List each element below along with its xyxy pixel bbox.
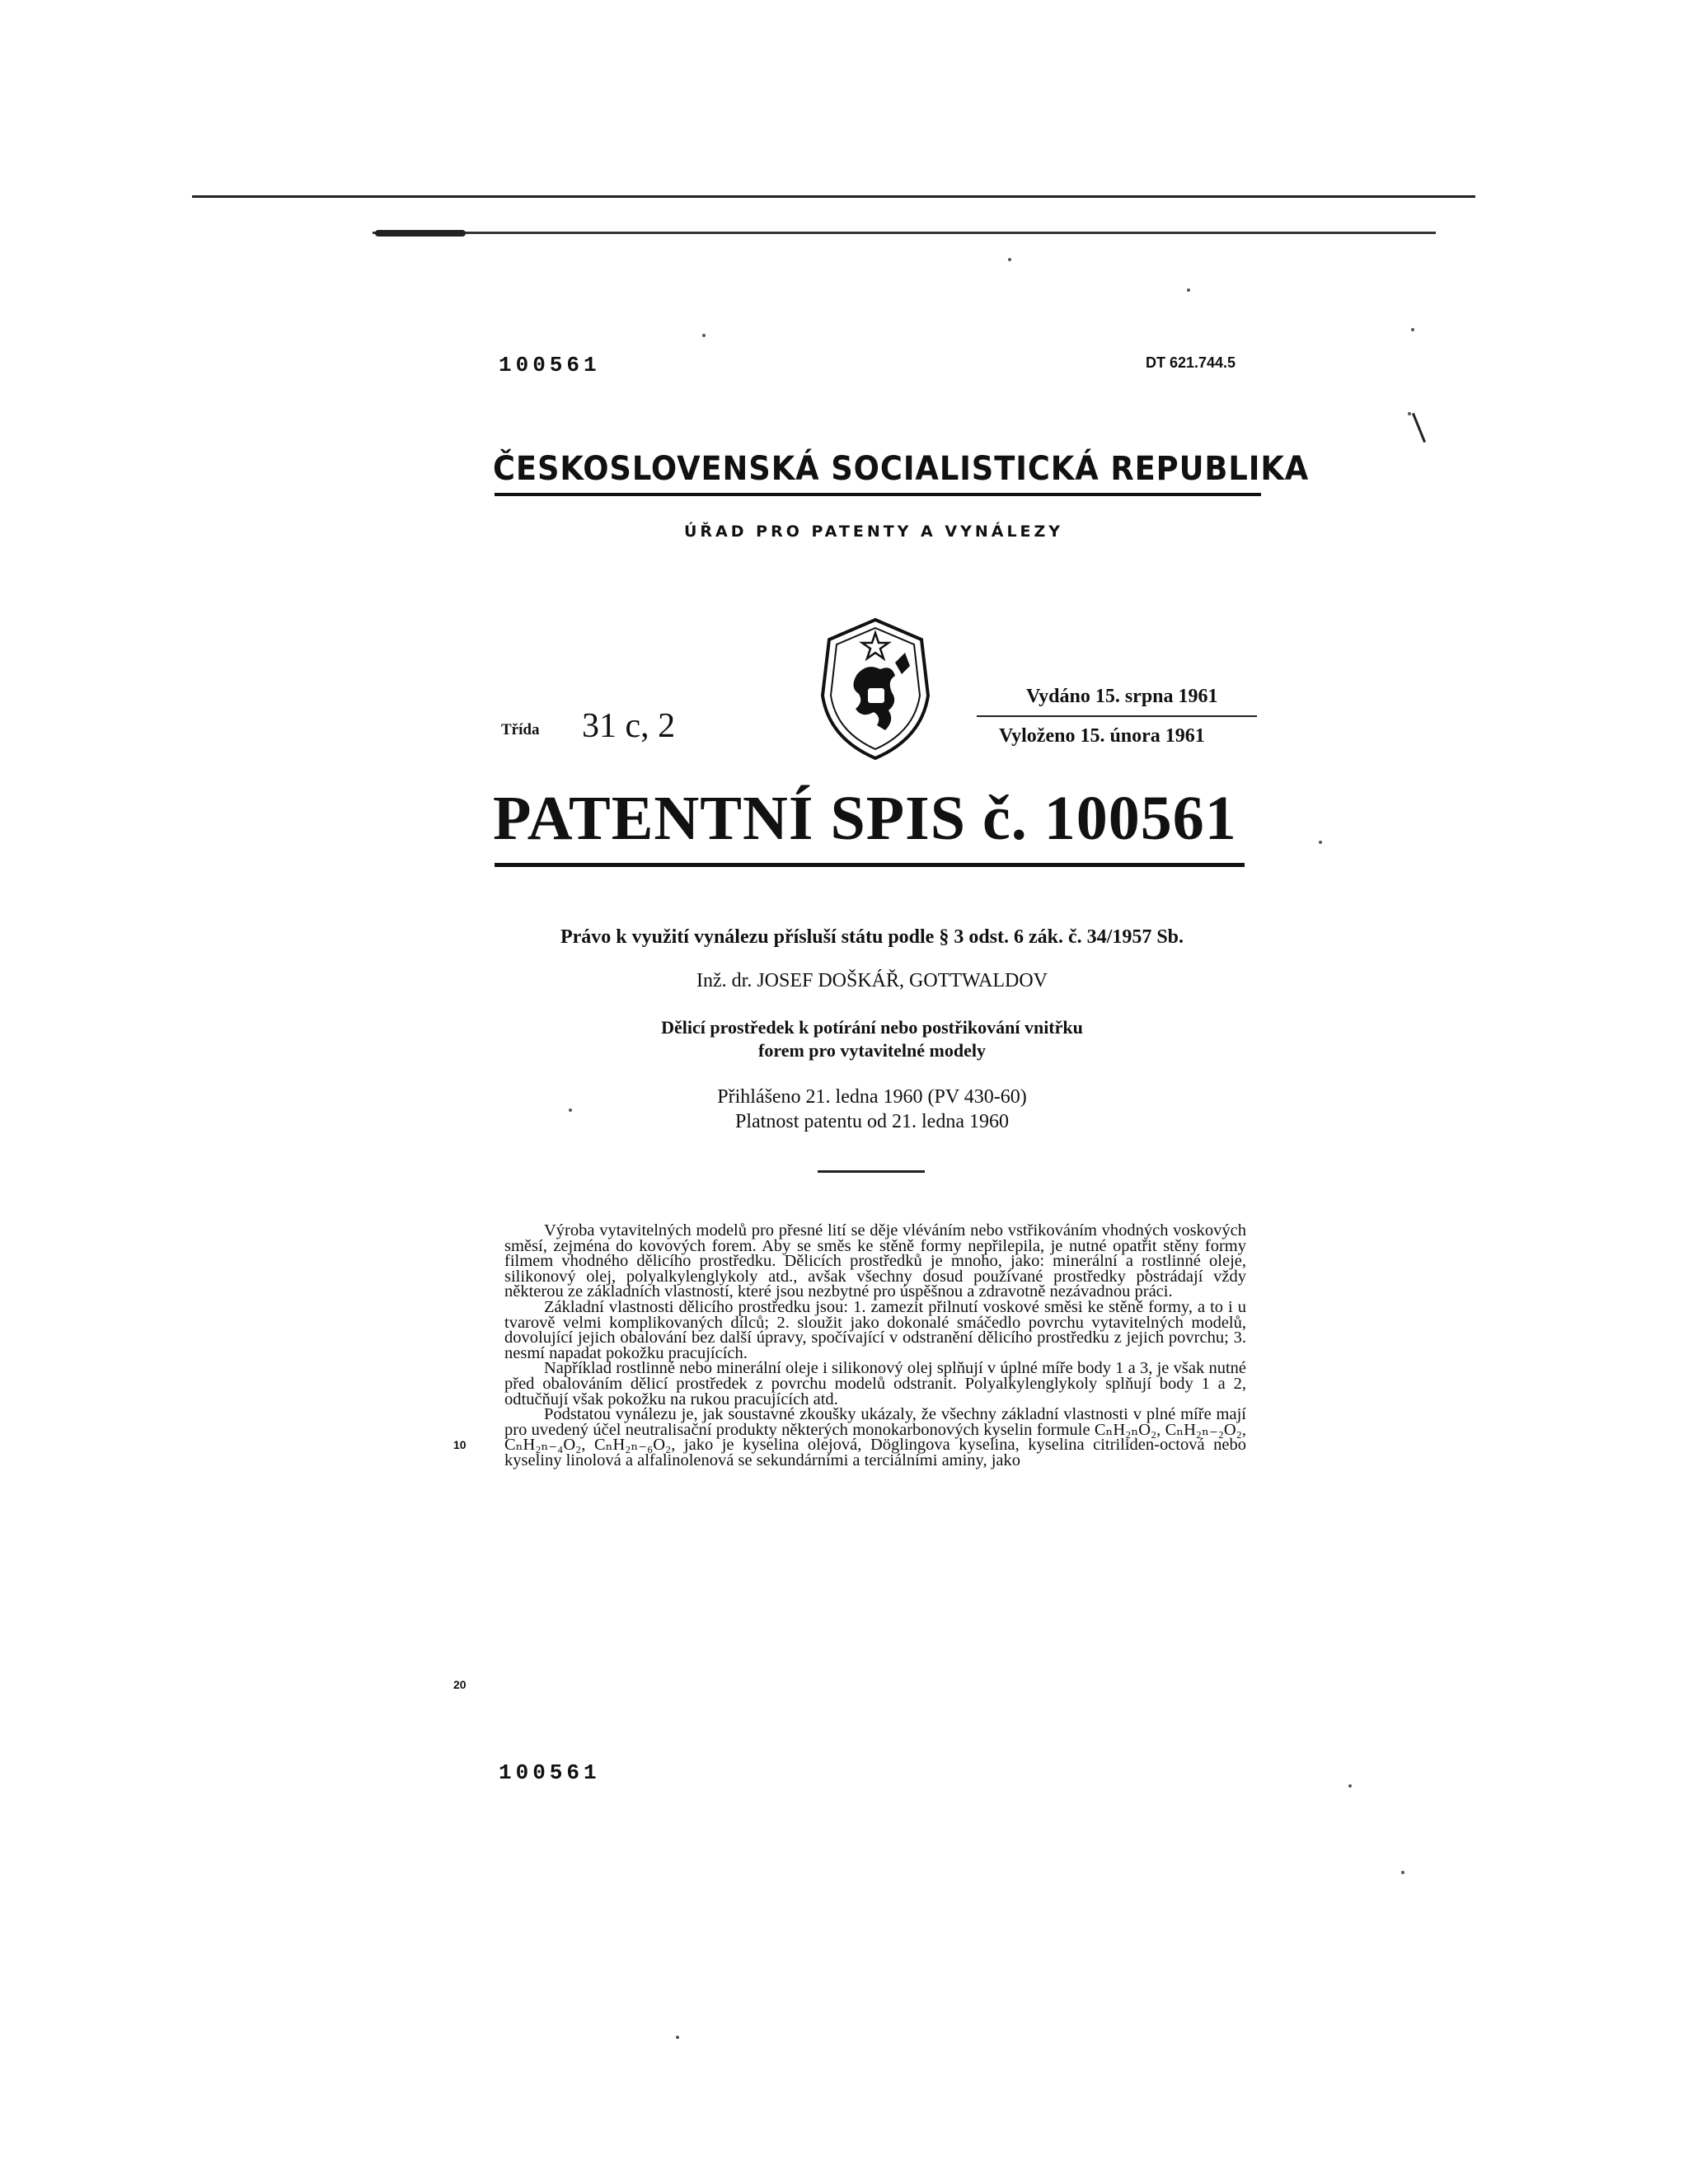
scan-stroke <box>1412 413 1426 443</box>
dt-classification: DT 621.744.5 <box>1146 354 1236 371</box>
scan-speck <box>702 334 706 337</box>
scan-speck <box>1008 258 1011 261</box>
scan-speck <box>1187 288 1190 292</box>
scan-edge-rule <box>373 232 1436 234</box>
page-top-rule <box>192 195 1475 198</box>
laid-open-date: Vyloženo 15. února 1961 <box>999 725 1205 747</box>
scan-speck <box>1408 412 1411 415</box>
class-value: 31 c, 2 <box>582 707 676 745</box>
state-emblem-icon <box>816 616 935 762</box>
line-number: 20 <box>453 1678 467 1691</box>
title-underline <box>495 863 1245 867</box>
invention-title-line: Dělicí prostředek k potírání nebo postřikování vnitřku <box>661 1017 1083 1038</box>
filing-info <box>493 1085 1251 1134</box>
body-paragraph: Podstatou vynálezu je, jak soustavné zkoušky ukázaly, že všechny základní vlastnosti v plné míře mají pro uvedený účel neutralisační produkty některých monokarbonových kyselin formule CₙH₂ₙO₂, CₙH₂ₙ₋₂O₂, CₙH₂ₙ₋₄O₂, CₙH₂ₙ₋₆O₂, jako je kyselina olejová, Döglingova kyselina, kyselina citriliden-octová nebo kyseliny linolová a alfalinolenová se sekundárními a terciálními aminy, jako <box>504 1405 1246 1469</box>
body-paragraph: Výroba vytavitelných modelů pro přesné lití se děje vléváním nebo vstřikováním vhodných voskových směsí, zejména do kovových forem. Aby se směs ke stěně formy nepřilepila, je nutné opatřit stěny formy filmem vhodného dělicího prostředku. Dělicích prostředků je mnoho, jako: minerální a rostlinné oleje, silikonový olej, polyalkylenglykoly atd., avšak všechny dosud používané prostředky postrádají vždy některou ze základních vlastností, které jsou nezbytné pro úspěšnou a zdravotně nezávadnou práci. <box>504 1221 1246 1301</box>
line-number: 10 <box>453 1438 467 1451</box>
scan-edge-blot <box>375 230 466 237</box>
issued-date: Vydáno 15. srpna 1961 <box>1026 686 1218 707</box>
date-separator-rule <box>977 715 1257 717</box>
patent-title: PATENTNÍ SPIS č. 100561 <box>493 784 1237 853</box>
scan-speck <box>1411 328 1414 331</box>
section-divider <box>818 1170 925 1173</box>
body-paragraph: Základní vlastnosti dělicího prostředku jsou: 1. zamezit přilnutí voskové směsi ke stěně formy, a to i u tvarově velmi komplikovaných dílců; 2. sloužit jako dokonalé smáčedlo povrchu vytavitelných modelů, dovolující jejich obalování bez další úpravy, spočívající v odstranění dělicího prostředku z jejich povrchu; 3. nesmí napadat pokožku pracujících. <box>504 1297 1246 1362</box>
document-number-top: 100561 <box>499 353 601 377</box>
rights-notice: Právo k využití vynálezu přísluší státu podle § 3 odst. 6 zák. č. 34/1957 Sb. <box>560 926 1184 948</box>
body-paragraph: Například rostlinné nebo minerální oleje i silikonový olej splňují v úplné míře body 1 a 3, je však nutné před obalováním dělicí prostředek z povrchu modelů odstranit. Polyalkylenglykoly splňují body 1 a 2, odtučňují však pokožku na rukou pracujících atd. <box>504 1359 1246 1408</box>
scan-speck <box>1319 841 1322 844</box>
invention-title-line: forem pro vytavitelné modely <box>758 1040 986 1061</box>
filed-date: Přihlášeno 21. ledna 1960 (PV 430-60) <box>717 1086 1027 1108</box>
inventor-name: Inž. dr. JOSEF DOŠKÁŘ, GOTTWALDOV <box>696 970 1048 991</box>
scan-speck <box>676 2036 679 2039</box>
invention-title <box>493 1016 1251 1062</box>
patent-office-name: ÚŘAD PRO PATENTY A VYNÁLEZY <box>684 523 1064 541</box>
class-label: Třída <box>501 721 540 738</box>
state-name-underline <box>495 493 1261 496</box>
validity-date: Platnost patentu od 21. ledna 1960 <box>735 1111 1009 1132</box>
state-name: ČESKOSLOVENSKÁ SOCIALISTICKÁ REPUBLIKA <box>493 450 1310 488</box>
document-number-bottom: 100561 <box>499 1760 601 1785</box>
scan-speck <box>1401 1871 1404 1874</box>
scan-speck <box>1348 1784 1352 1788</box>
patent-body <box>504 1223 1246 1469</box>
